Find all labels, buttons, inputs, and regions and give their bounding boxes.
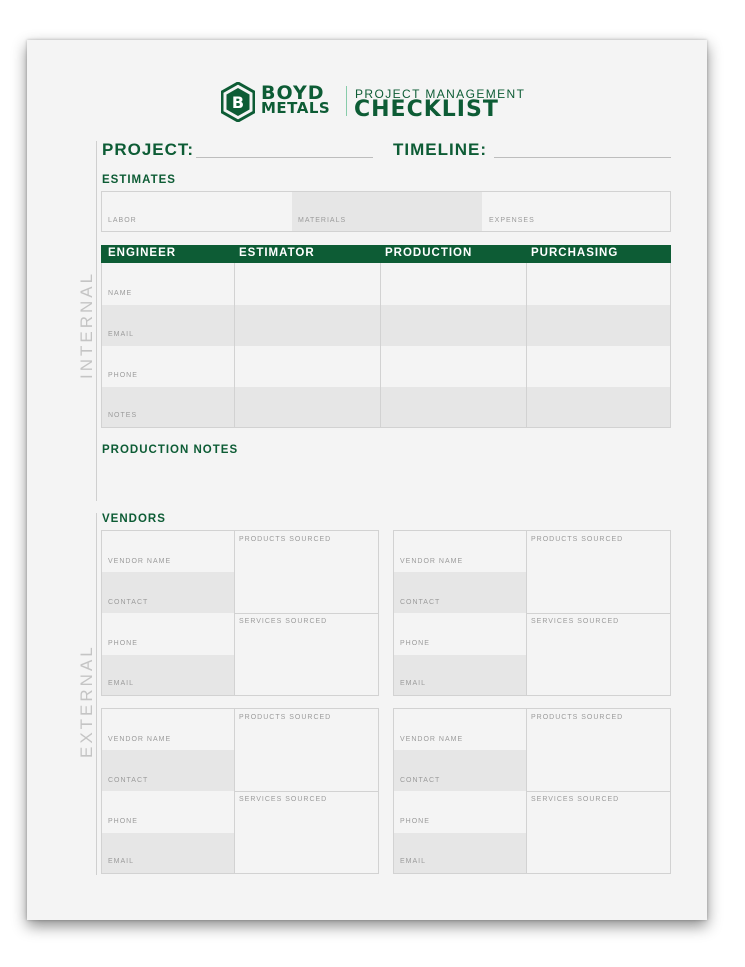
vendor-email-field[interactable]: EMAIL [108, 680, 135, 687]
production-notes-area[interactable] [102, 460, 670, 500]
vendor-name-field[interactable]: VENDOR NAME [108, 558, 172, 565]
vendor-products-field[interactable]: PRODUCTS SOURCED [239, 536, 332, 543]
header-subtitle: PROJECT MANAGEMENT [355, 87, 526, 101]
contacts-col-divider [526, 263, 527, 428]
vendor-email-shade [394, 833, 526, 873]
contacts-col-divider [380, 263, 381, 428]
vendor-email-field[interactable]: EMAIL [400, 680, 427, 687]
contacts-row-notes-shade [102, 387, 670, 427]
header-title: CHECKLIST [354, 97, 499, 122]
estimates-labor-field[interactable]: LABOR [108, 217, 137, 224]
boyd-logo-icon [221, 82, 255, 122]
project-field[interactable] [196, 157, 373, 158]
vendor-name-field[interactable]: VENDOR NAME [400, 558, 464, 565]
column-purchasing: PURCHASING [531, 247, 619, 259]
project-label: PROJECT: [102, 140, 195, 159]
svg-text:B: B [231, 93, 245, 112]
vendor-name-field[interactable]: VENDOR NAME [400, 736, 464, 743]
vendor-services-field[interactable]: SERVICES SOURCED [239, 796, 328, 803]
vendor-contact-field[interactable]: CONTACT [400, 599, 441, 606]
vendor-card-divider [234, 791, 379, 792]
vendor-phone-field[interactable]: PHONE [400, 640, 430, 647]
column-engineer: ENGINEER [108, 247, 177, 259]
vendor-name-field[interactable]: VENDOR NAME [108, 736, 172, 743]
vendor-email-shade [102, 655, 234, 695]
vendor-phone-field[interactable]: PHONE [108, 640, 138, 647]
vendor-contact-shade [102, 572, 234, 613]
vendor-contact-field[interactable]: CONTACT [400, 777, 441, 784]
vendor-products-field[interactable]: PRODUCTS SOURCED [531, 714, 624, 721]
vendor-services-field[interactable]: SERVICES SOURCED [239, 618, 328, 625]
vendor-contact-shade [102, 750, 234, 791]
vendor-card-divider [234, 613, 379, 614]
vendor-card-divider [526, 791, 671, 792]
column-estimator: ESTIMATOR [239, 247, 315, 259]
vendor-email-field[interactable]: EMAIL [400, 858, 427, 865]
vendor-products-field[interactable]: PRODUCTS SOURCED [531, 536, 624, 543]
external-side-label: EXTERNAL [77, 644, 96, 758]
contacts-row-email-shade [102, 305, 670, 346]
vendor-email-shade [102, 833, 234, 873]
vendor-phone-field[interactable]: PHONE [400, 818, 430, 825]
brand-line-2: METALS [261, 99, 331, 117]
internal-side-label: INTERNAL [77, 270, 96, 379]
vendors-title: VENDORS [102, 513, 166, 525]
estimates-materials-shade [292, 192, 482, 231]
vendor-services-field[interactable]: SERVICES SOURCED [531, 796, 620, 803]
vendor-products-field[interactable]: PRODUCTS SOURCED [239, 714, 332, 721]
vendor-phone-field[interactable]: PHONE [108, 818, 138, 825]
brand-line-1: BOYD [261, 82, 325, 104]
vendor-contact-shade [394, 750, 526, 791]
contacts-row-phone[interactable]: PHONE [108, 372, 138, 379]
vendor-contact-field[interactable]: CONTACT [108, 777, 149, 784]
timeline-field[interactable] [494, 157, 671, 158]
vendor-email-field[interactable]: EMAIL [108, 858, 135, 865]
contacts-row-name[interactable]: NAME [108, 290, 133, 297]
estimates-title: ESTIMATES [102, 174, 176, 186]
contacts-header-bar [101, 245, 671, 263]
header-divider [346, 86, 347, 116]
brand-name [261, 82, 331, 117]
vendor-contact-field[interactable]: CONTACT [108, 599, 149, 606]
estimates-materials-field[interactable]: MATERIALS [298, 217, 347, 224]
contacts-row-notes[interactable]: NOTES [108, 412, 138, 419]
timeline-label: TIMELINE: [393, 140, 487, 159]
contacts-col-divider [234, 263, 235, 428]
vendor-card-divider [526, 613, 671, 614]
vendor-email-shade [394, 655, 526, 695]
vendor-contact-shade [394, 572, 526, 613]
production-notes-title: PRODUCTION NOTES [102, 444, 239, 456]
column-production: PRODUCTION [385, 247, 473, 259]
vendor-services-field[interactable]: SERVICES SOURCED [531, 618, 620, 625]
contacts-row-email[interactable]: EMAIL [108, 331, 135, 338]
estimates-expenses-field[interactable]: EXPENSES [489, 217, 535, 224]
